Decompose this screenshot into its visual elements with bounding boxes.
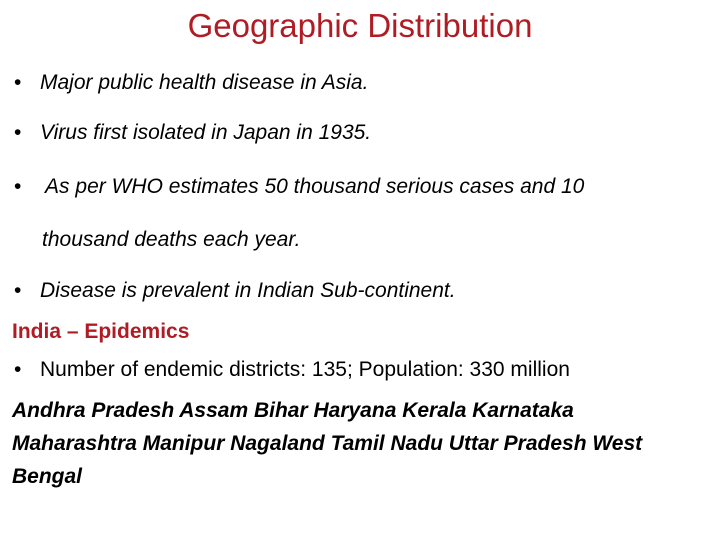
slide-title: Geographic Distribution (187, 7, 533, 44)
bullet-text: Major public health disease in Asia. (40, 71, 369, 94)
bullet-text: As per WHO estimates 50 thousand serious cases and 10 (40, 175, 585, 198)
bullet-marker: • (14, 279, 22, 302)
bullet-text: Number of endemic districts: 135; Population: 330 million (40, 358, 570, 381)
bullet-marker: • (14, 175, 22, 198)
bullet-item (14, 70, 368, 96)
bullet-marker: • (14, 71, 22, 94)
bullet-continuation: thousand deaths each year. (42, 228, 301, 251)
state-list: Andhra Pradesh Assam Bihar Haryana Kerala Karnataka Maharashtra Manipur Nagaland Tamil Nadu Uttar Pradesh West Bengal (12, 399, 643, 488)
bullet-marker: • (14, 358, 22, 381)
india-epidemics-heading: India – Epidemics (12, 320, 190, 343)
bullet-marker: • (14, 121, 22, 144)
bullet-text: Virus first isolated in Japan in 1935. (40, 121, 372, 144)
bullet-item (14, 120, 371, 146)
bullet-text: Disease is prevalent in Indian Sub-continent. (40, 279, 456, 302)
bullet-item (14, 278, 456, 304)
endemic-districts-bullet (14, 356, 570, 384)
bullet-item (14, 174, 584, 200)
